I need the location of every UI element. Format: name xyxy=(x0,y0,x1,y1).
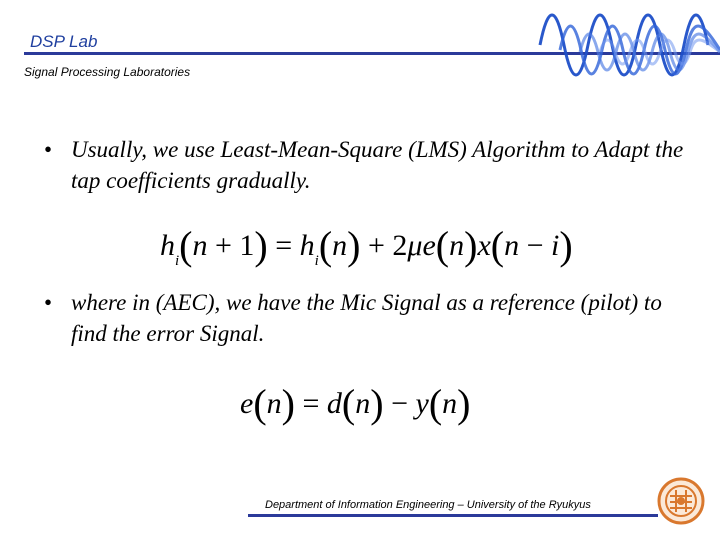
lms-update-equation: $h_i(n + 1) = h_i(n) + 2\mu e(n)x(n - i)$ xyxy=(160,223,573,269)
university-seal-icon xyxy=(656,476,706,526)
footer-divider xyxy=(248,514,658,517)
sine-wave-logo-icon xyxy=(520,0,720,90)
error-signal-equation: e(n) = d(n) − y(n) xyxy=(240,381,471,426)
bullet-marker: • xyxy=(44,137,53,162)
lab-subtitle: Signal Processing Laboratories xyxy=(24,65,191,79)
bullet-marker: • xyxy=(44,290,53,315)
lab-title: DSP Lab xyxy=(30,32,98,51)
bullet-text: Usually, we use Least-Mean-Square (LMS) Algorithm to Adapt the tap coefficients gradually. xyxy=(71,137,684,193)
footer-department: Department of Information Engineering – University of the Ryukyus xyxy=(265,499,591,511)
bullet-aec xyxy=(44,287,684,349)
bullet-text: where in (AEC), we have the Mic Signal as a reference (pilot) to find the error Signal. xyxy=(71,290,662,346)
bullet-lms xyxy=(44,134,684,196)
